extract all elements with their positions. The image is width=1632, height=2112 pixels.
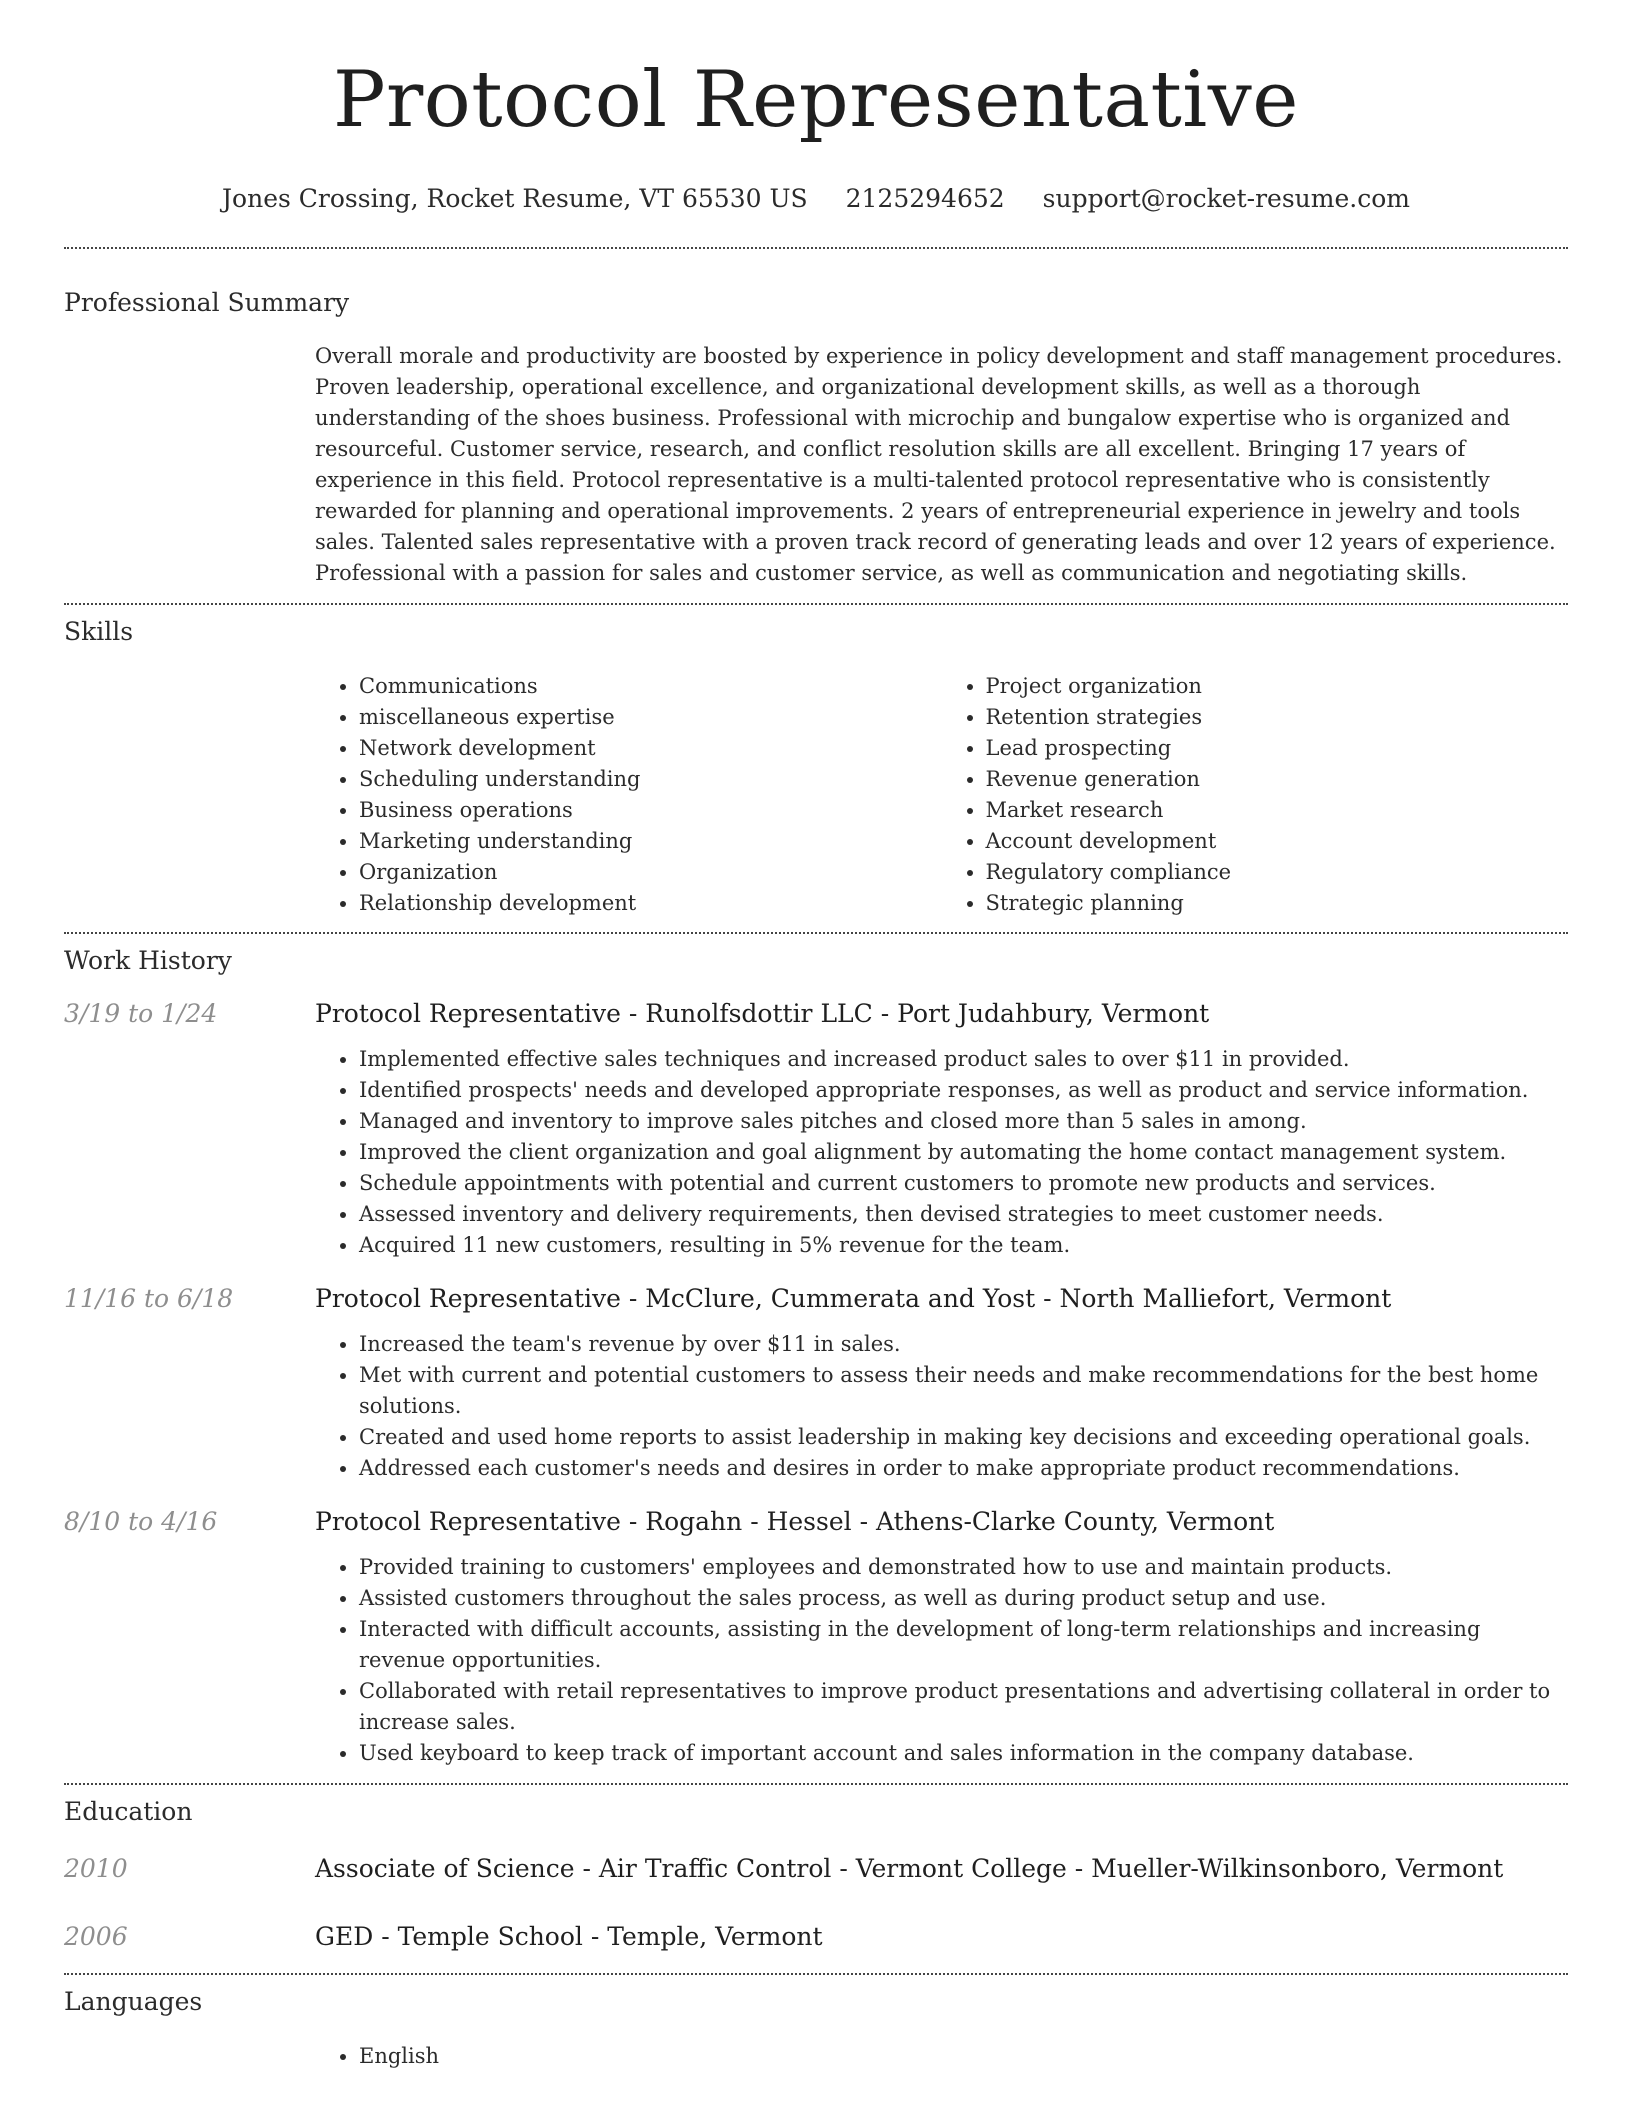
education-heading: Education: [64, 1797, 193, 1826]
job-bullet: • Improved the client organization and goal alignment by automating the home contact management system.: [359, 1137, 1568, 1168]
job-bullet: • Collaborated with retail representatives to improve product presentations and advertising collateral in order to increase sales.: [359, 1676, 1568, 1738]
resume-name: Protocol Representative: [333, 55, 1299, 145]
job-dates: 3/19 to 1/24: [64, 999, 218, 1028]
education-school: - Temple School - Temple, Vermont: [373, 1922, 823, 1951]
job-bullet: • Increased the team's revenue by over $11 in sales.: [359, 1329, 1568, 1360]
job-entry: [64, 1283, 1568, 1484]
skill-item: • Relationship development: [359, 888, 942, 919]
education-entry: [64, 1853, 1568, 1885]
job-title: [315, 1283, 1391, 1315]
job-employer: - McClure, Cummerata and Yost - North Malliefort, Vermont: [620, 1284, 1392, 1313]
job-bullet: • Created and used home reports to assist leadership in making key decisions and exceeding operational goals.: [359, 1422, 1568, 1453]
job-header: [64, 1506, 1568, 1538]
skill-item: • miscellaneous expertise: [359, 702, 942, 733]
job-bullet: • Provided training to customers' employees and demonstrated how to use and maintain products.: [359, 1552, 1568, 1583]
job-bullet: • Assessed inventory and delivery requirements, then devised strategies to meet customer needs.: [359, 1199, 1568, 1230]
education-section: [64, 1797, 1568, 1953]
job-employer: - Runolfsdottir LLC - Port Judahbury, Vermont: [620, 999, 1210, 1028]
job-role: Protocol Representative: [315, 1284, 621, 1313]
job-bullet: • Identified prospects' needs and developed appropriate responses, as well as product and service information.: [359, 1075, 1568, 1106]
job-bullet: • Interacted with difficult accounts, assisting in the development of long-term relationships and increasing revenue opportunities.: [359, 1614, 1568, 1676]
skill-item: • Network development: [359, 733, 942, 764]
languages-section: [64, 1987, 1568, 2072]
skill-item: • Market research: [986, 795, 1569, 826]
skill-item: • Revenue generation: [986, 764, 1569, 795]
section-divider: [64, 932, 1568, 934]
summary-heading: Professional Summary: [64, 288, 350, 317]
job-role: Protocol Representative: [315, 1507, 621, 1536]
job-bullet: • Met with current and potential customers to assess their needs and make recommendations for the best home solutions.: [359, 1360, 1568, 1422]
section-divider: [64, 603, 1568, 605]
section-divider: [64, 1783, 1568, 1785]
skill-item: • Communications: [359, 671, 942, 702]
job-bullet: • Acquired 11 new customers, resulting in 5% revenue for the team.: [359, 1230, 1568, 1261]
contact-email: support@rocket-resume.com: [1042, 184, 1410, 213]
contact-phone: 2125294652: [845, 184, 1005, 213]
work-section: [64, 946, 1568, 1769]
section-divider: [64, 247, 1568, 249]
skills-heading: Skills: [64, 617, 134, 646]
job-header: [64, 1283, 1568, 1315]
skill-item: • Lead prospecting: [986, 733, 1569, 764]
contact-line: [64, 184, 1568, 214]
job-bullet: • Schedule appointments with potential and current customers to promote new products and services.: [359, 1168, 1568, 1199]
education-school: - Air Traffic Control - Vermont College - Mueller-Wilkinsonboro, Vermont: [574, 1854, 1504, 1883]
languages-heading: Languages: [64, 1987, 203, 2016]
skill-item: • Business operations: [359, 795, 942, 826]
job-entry: [64, 998, 1568, 1261]
job-bullets: [315, 1552, 1568, 1769]
skill-item: • Scheduling understanding: [359, 764, 942, 795]
skill-item: • Regulatory compliance: [986, 857, 1569, 888]
education-entry: [64, 1921, 1568, 1953]
contact-address: Jones Crossing, Rocket Resume, VT 65530 US: [222, 184, 808, 213]
job-title: [315, 1506, 1274, 1538]
job-bullet: • Used keyboard to keep track of important account and sales information in the company database.: [359, 1738, 1568, 1769]
education-year: 2010: [64, 1854, 128, 1883]
job-entry: [64, 1506, 1568, 1769]
education-degree: Associate of Science: [315, 1854, 575, 1883]
skills-grid: [315, 671, 1568, 919]
language-item: • English: [359, 2041, 1568, 2072]
summary-text: Overall morale and productivity are boosted by experience in policy development and staff management procedures. Proven leadership, operational excellence, and organizational development skills, as well as a thorough understanding of the shoes business. Professional with microchip and bungalow expertise who is organized and resourceful. Customer service, research, and conflict resolution skills are all excellent. Bringing 17 years of experience in this field. Protocol representative is a multi-talented protocol representative who is consistently rewarded for planning and operational improvements. 2 years of entrepreneurial experience in jewelry and tools sales. Talented sales representative with a proven track record of generating leads and over 12 years of experience. Professional with a passion for sales and customer service, as well as communication and negotiating skills.: [315, 344, 1563, 585]
work-heading: Work History: [64, 946, 232, 975]
job-employer: - Rogahn - Hessel - Athens-Clarke County, Vermont: [620, 1507, 1275, 1536]
skill-item: • Strategic planning: [986, 888, 1569, 919]
job-role: Protocol Representative: [315, 999, 621, 1028]
languages-list: [315, 2041, 1568, 2072]
job-dates: 11/16 to 6/18: [64, 1284, 234, 1313]
job-bullets: [315, 1044, 1568, 1261]
skills-list-left: [315, 671, 942, 919]
job-bullet: • Assisted customers throughout the sales process, as well as during product setup and use.: [359, 1583, 1568, 1614]
job-header: [64, 998, 1568, 1030]
job-bullet: • Addressed each customer's needs and desires in order to make appropriate product recommendations.: [359, 1453, 1568, 1484]
skill-item: • Project organization: [986, 671, 1569, 702]
skills-list-right: [942, 671, 1569, 919]
education-title: [315, 1853, 1503, 1885]
skill-item: • Organization: [359, 857, 942, 888]
skill-item: • Retention strategies: [986, 702, 1569, 733]
skill-item: • Marketing understanding: [359, 826, 942, 857]
education-title: [315, 1921, 823, 1953]
summary-section: [64, 288, 1568, 589]
skills-section: [64, 617, 1568, 919]
education-degree: GED: [315, 1922, 374, 1951]
job-bullets: [315, 1329, 1568, 1484]
job-bullet: • Managed and inventory to improve sales pitches and closed more than 5 sales in among.: [359, 1106, 1568, 1137]
job-title: [315, 998, 1209, 1030]
job-dates: 8/10 to 4/16: [64, 1507, 218, 1536]
job-bullet: • Implemented effective sales techniques and increased product sales to over $11 in provided.: [359, 1044, 1568, 1075]
education-year: 2006: [64, 1922, 128, 1951]
skill-item: • Account development: [986, 826, 1569, 857]
section-divider: [64, 1973, 1568, 1975]
